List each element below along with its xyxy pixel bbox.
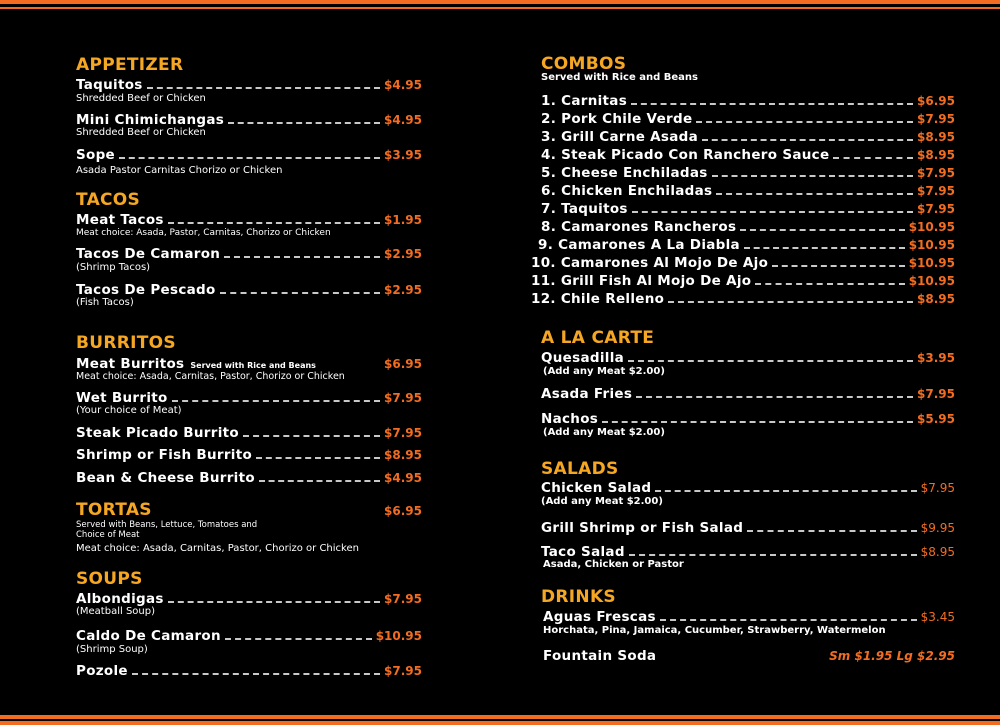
price: $6.95: [917, 94, 955, 108]
price: $6.95: [384, 504, 422, 518]
combo-item-1: 1. Carnitas $6.95: [541, 93, 955, 109]
menu-item-grill-shrimp-fish-salad: Grill Shrimp or Fish Salad $9.95: [541, 520, 955, 536]
section-title-combos: COMBOS: [541, 54, 627, 74]
price: $7.95: [917, 112, 955, 126]
price: $8.95: [920, 545, 955, 559]
price: $9.95: [920, 521, 955, 535]
tortas-price-row: [76, 504, 422, 518]
combo-item-10: 10. Camarones Al Mojo De Ajo $10.95: [531, 255, 955, 271]
item-description: (Your choice of Meat): [76, 405, 182, 416]
price: $10.95: [908, 220, 955, 234]
price: $7.95: [384, 664, 422, 678]
menu-item-tacos-de-pescado: Tacos De Pescado $2.95: [76, 282, 422, 298]
item-description: (Add any Meat $2.00): [543, 427, 665, 438]
combo-item-6: 6. Chicken Enchiladas $7.95: [541, 183, 955, 199]
price: $7.95: [384, 592, 422, 606]
top-border: [0, 0, 1000, 4]
top-border-thin: [0, 7, 1000, 9]
price: $7.95: [384, 391, 422, 405]
price: $10.95: [375, 629, 422, 643]
menu-item-fountain-soda: Fountain Soda Sm $1.95 Lg $2.95: [543, 648, 955, 664]
menu-item-taco-salad: Taco Salad $8.95: [541, 544, 955, 560]
price: $2.95: [384, 247, 422, 261]
menu-item-nachos: Nachos $5.95: [541, 411, 955, 427]
price: Sm $1.95 Lg $2.95: [829, 649, 955, 663]
combos-subtitle: Served with Rice and Beans: [541, 72, 698, 83]
combo-item-9: 9. Camarones A La Diabla $10.95: [538, 237, 955, 253]
section-title-soups: SOUPS: [76, 569, 143, 589]
combo-item-11: 11. Grill Fish Al Mojo De Ajo $10.95: [531, 273, 955, 289]
price: $5.95: [917, 412, 955, 426]
tortas-meat-choice: Meat choice: Asada, Carnitas, Pastor, Chorizo or Chicken: [76, 543, 359, 554]
price: $7.95: [917, 202, 955, 216]
price: $3.95: [384, 148, 422, 162]
section-title-drinks: DRINKS: [541, 587, 616, 607]
price: $7.95: [917, 184, 955, 198]
price: $3.45: [920, 610, 955, 624]
price: $3.95: [917, 351, 955, 365]
menu-item-asada-fries: Asada Fries $7.95: [541, 386, 955, 402]
menu-item-taquitos: Taquitos $4.95: [76, 77, 422, 93]
price: $10.95: [908, 256, 955, 270]
item-description: (Meatball Soup): [76, 606, 155, 617]
menu-item-quesadilla: Quesadilla $3.95: [541, 350, 955, 366]
price: $4.95: [384, 113, 422, 127]
section-title-a-la-carte: A LA CARTE: [541, 328, 655, 348]
section-title-tacos: TACOS: [76, 190, 141, 210]
price: $7.95: [384, 426, 422, 440]
combo-item-12: 12. Chile Relleno $8.95: [531, 291, 955, 307]
menu-item-steak-picado-burrito: Steak Picado Burrito $7.95: [76, 425, 422, 441]
item-description: Shredded Beef or Chicken: [76, 127, 206, 138]
bottom-border: [0, 715, 1000, 719]
price: $7.95: [917, 166, 955, 180]
inline-note: Served with Rice and Beans: [190, 361, 316, 370]
combo-item-2: 2. Pork Chile Verde $7.95: [541, 111, 955, 127]
combo-item-7: 7. Taquitos $7.95: [541, 201, 955, 217]
menu-item-aguas-frescas: Aguas Frescas $3.45: [543, 609, 955, 625]
tortas-description: Served with Beans, Lettuce, Tomatoes and Choice of Meat: [76, 520, 258, 540]
menu-item-pozole: Pozole $7.95: [76, 663, 422, 679]
combo-item-5: 5. Cheese Enchiladas $7.95: [541, 165, 955, 181]
price: $4.95: [384, 471, 422, 485]
item-description: (Fish Tacos): [76, 297, 134, 308]
item-description: Meat choice: Asada, Pastor, Carnitas, Chorizo or Chicken: [76, 228, 331, 238]
item-description: Meat choice: Asada, Carnitas, Pastor, Chorizo or Chicken: [76, 371, 345, 382]
item-description: (Add any Meat $2.00): [541, 496, 663, 507]
combo-item-8: 8. Camarones Rancheros $10.95: [541, 219, 955, 235]
price: $4.95: [384, 78, 422, 92]
price: $10.95: [908, 274, 955, 288]
menu-item-sope: Sope $3.95: [76, 147, 422, 163]
menu-item-meat-tacos: Meat Tacos $1.95: [76, 212, 422, 228]
bottom-border-lower: [0, 721, 1000, 725]
menu-item-tacos-de-camaron: Tacos De Camaron $2.95: [76, 246, 422, 262]
price: $7.95: [917, 387, 955, 401]
item-description: (Shrimp Tacos): [76, 262, 151, 273]
section-title-tortas: TORTAS: [76, 500, 152, 520]
section-title-salads: SALADS: [541, 459, 619, 479]
section-title-appetizer: APPETIZER: [76, 55, 184, 75]
combo-item-4: 4. Steak Picado Con Ranchero Sauce $8.95: [541, 147, 955, 163]
item-description: (Shrimp Soup): [76, 644, 148, 655]
price: $7.95: [920, 481, 955, 495]
item-description: Asada, Chicken or Pastor: [543, 559, 684, 570]
price: $6.95: [384, 357, 422, 371]
price: $2.95: [384, 283, 422, 297]
item-description: Shredded Beef or Chicken: [76, 93, 206, 104]
price: $10.95: [908, 238, 955, 252]
section-title-burritos: BURRITOS: [76, 333, 176, 353]
menu-item-shrimp-fish-burrito: Shrimp or Fish Burrito $8.95: [76, 447, 422, 463]
menu-item-meat-burritos: Meat Burritos Served with Rice and Beans $6.95: [76, 356, 422, 372]
combo-item-3: 3. Grill Carne Asada $8.95: [541, 129, 955, 145]
price: $1.95: [384, 213, 422, 227]
menu-item-chicken-salad: Chicken Salad $7.95: [541, 480, 955, 496]
menu-item-mini-chimichangas: Mini Chimichangas $4.95: [76, 112, 422, 128]
item-description: (Add any Meat $2.00): [543, 366, 665, 377]
menu-item-albondigas: Albondigas $7.95: [76, 591, 422, 607]
price: $8.95: [917, 292, 955, 306]
item-description: Horchata, Pina, Jamaica, Cucumber, Strawberry, Watermelon: [543, 625, 886, 636]
price: $8.95: [384, 448, 422, 462]
menu-item-caldo-de-camaron: Caldo De Camaron $10.95: [76, 628, 422, 644]
price: $8.95: [917, 148, 955, 162]
menu-item-bean-cheese-burrito: Bean & Cheese Burrito $4.95: [76, 470, 422, 486]
menu-item-wet-burrito: Wet Burrito $7.95: [76, 390, 422, 406]
item-description: Asada Pastor Carnitas Chorizo or Chicken: [76, 165, 283, 176]
price: $8.95: [917, 130, 955, 144]
